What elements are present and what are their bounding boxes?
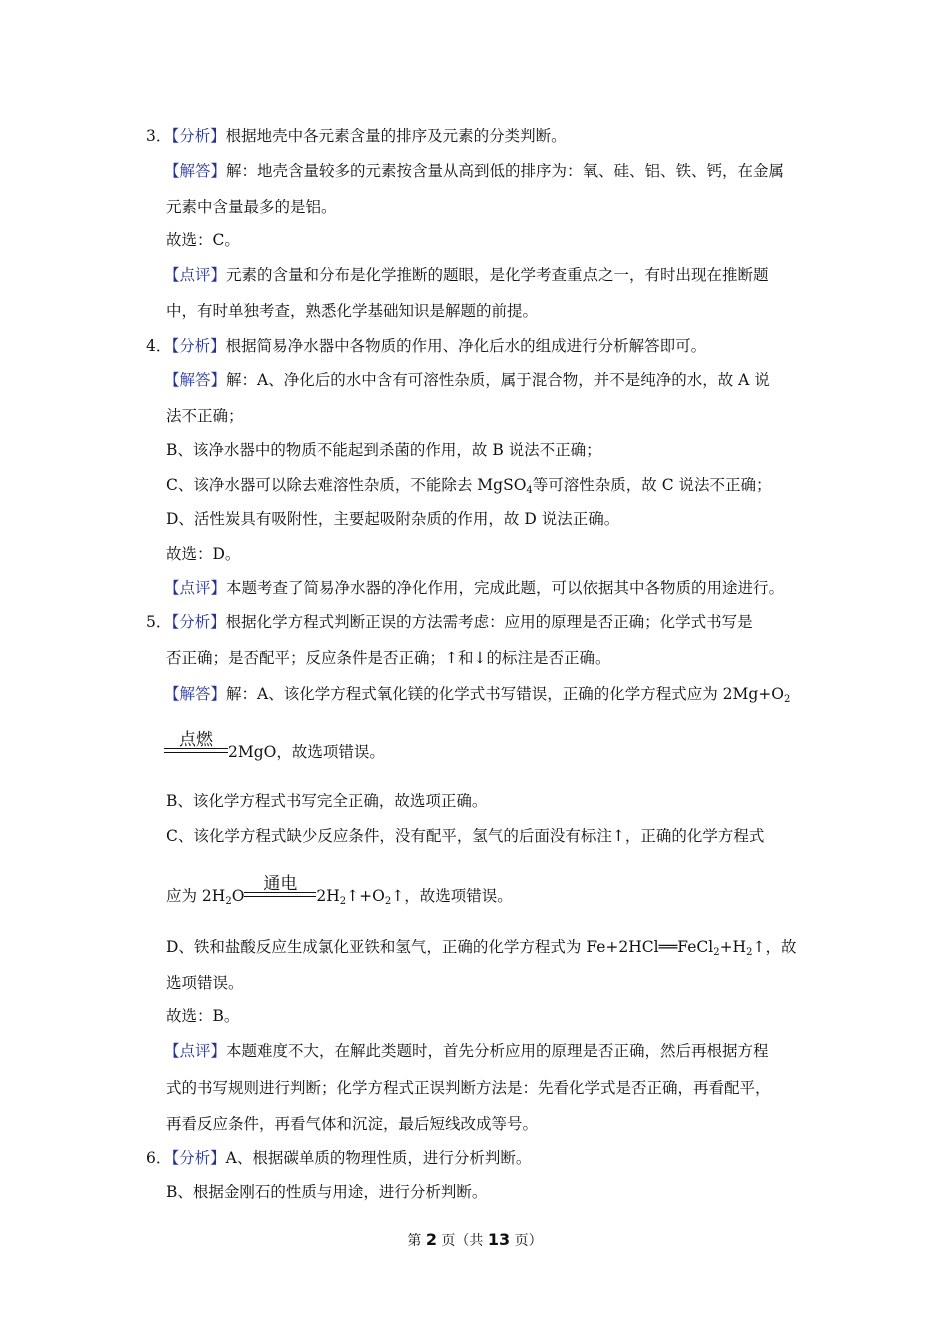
comment-tag: 【点评】 bbox=[164, 579, 227, 597]
reaction-condition bbox=[244, 874, 316, 906]
q4-answer-line-1 bbox=[164, 370, 770, 390]
formula-part: D、铁和盐酸反应生成氯化亚铁和氢气，正确的化学方程式为 Fe+2HCl══FeCl bbox=[166, 938, 714, 956]
q5-option-c-line-1: C、该化学方程式缺少反应条件，没有配平，氢气的后面没有标注↑，正确的化学方程式 bbox=[166, 827, 765, 845]
q6-option-b: B、根据金刚石的性质与用途，进行分析判断。 bbox=[166, 1183, 488, 1201]
formula-part: 2H bbox=[316, 887, 340, 905]
q5-choice: 故选：B。 bbox=[166, 1007, 240, 1025]
q3-analysis-text: 根据地壳中各元素含量的排序及元素的分类判断。 bbox=[225, 127, 567, 145]
q5-option-d-line-2: 选项错误。 bbox=[166, 974, 244, 992]
subscript: 2 bbox=[384, 896, 392, 907]
q4-option-c-text-2: 等可溶性杂质，故 C 说法不正确； bbox=[532, 476, 772, 494]
q5-equation-a-text: 2MgO，故选项错误。 bbox=[228, 743, 385, 761]
q5-comment-text-1: 本题难度不大，在解此类题时，首先分析应用的原理是否正确，然后再根据方程 bbox=[226, 1042, 769, 1060]
answer-tag: 【解答】 bbox=[164, 371, 227, 389]
q5-comment-line-1 bbox=[164, 1041, 769, 1061]
analysis-tag: 【分析】 bbox=[171, 613, 226, 631]
subscript: 2 bbox=[746, 947, 753, 958]
q4-option-c bbox=[166, 475, 772, 495]
footer-text: 页（共 bbox=[436, 1233, 488, 1249]
formula-part: ↑+O bbox=[346, 887, 385, 905]
analysis-tag: 【分析】 bbox=[171, 1149, 226, 1167]
formula-part: O bbox=[231, 887, 245, 905]
q4-answer-text-1: 解：A、净化后的水中含有可溶性杂质，属于混合物，并不是纯净的水，故 A 说 bbox=[226, 371, 770, 389]
analysis-tag: 【分析】 bbox=[171, 127, 226, 145]
q4-analysis-text: 根据简易净水器中各物质的作用、净化后水的组成进行分析解答即可。 bbox=[225, 337, 707, 355]
subscript: 2 bbox=[339, 896, 347, 907]
q4-comment-text: 本题考查了简易净水器的净化作用，完成此题，可以依据其中各物质的用途进行。 bbox=[226, 579, 785, 597]
page-footer bbox=[0, 1230, 950, 1250]
footer-text: 第 bbox=[407, 1233, 426, 1249]
q3-analysis-line bbox=[146, 126, 567, 146]
subscript: 2 bbox=[784, 694, 791, 705]
q5-option-d-line-1 bbox=[166, 937, 796, 957]
answer-tag: 【解答】 bbox=[164, 685, 227, 703]
comment-tag: 【点评】 bbox=[164, 266, 227, 284]
q3-comment-line-1 bbox=[164, 265, 769, 285]
q5-equation-a bbox=[164, 730, 385, 762]
analysis-tag: 【分析】 bbox=[171, 337, 226, 355]
q5-number: 5． bbox=[146, 613, 172, 631]
q6-analysis-line bbox=[146, 1148, 531, 1168]
q4-analysis-line bbox=[146, 336, 706, 356]
formula-part: ↑，故选项错误。 bbox=[391, 887, 513, 905]
q4-comment-line bbox=[164, 578, 784, 598]
q6-analysis-text: A、根据碳单质的物理性质，进行分析判断。 bbox=[225, 1149, 532, 1167]
q5-analysis-text-1: 根据化学方程式判断正误的方法需考虑：应用的原理是否正确；化学式书写是 bbox=[225, 613, 753, 631]
subscript: 2 bbox=[713, 947, 720, 958]
q3-answer-text-1: 解：地壳含量较多的元素按含量从高到低的排序为：氧、硅、铝、铁、钙，在金属 bbox=[226, 162, 785, 180]
q3-comment-line-2: 中，有时单独考查，熟悉化学基础知识是解题的前提。 bbox=[166, 302, 539, 320]
q5-answer-text-1: 解：A、该化学方程式氧化镁的化学式书写错误，正确的化学方程式应为 2Mg+O bbox=[226, 685, 784, 703]
answer-tag: 【解答】 bbox=[164, 162, 227, 180]
formula-part: 应为 2H bbox=[166, 887, 226, 905]
q4-option-b: B、该净水器中的物质不能起到杀菌的作用，故 B 说法不正确； bbox=[166, 441, 602, 459]
subscript: 4 bbox=[526, 485, 533, 496]
q4-answer-line-2: 法不正确； bbox=[166, 407, 244, 425]
q6-number: 6． bbox=[146, 1149, 172, 1167]
q3-number: 3． bbox=[146, 127, 172, 145]
q4-option-d: D、活性炭具有吸附性，主要起吸附杂质的作用，故 D 说法正确。 bbox=[166, 510, 620, 528]
q3-comment-text-1: 元素的含量和分布是化学推断的题眼，是化学考查重点之一，有时出现在推断题 bbox=[226, 266, 769, 284]
q3-answer-line-1 bbox=[164, 161, 784, 181]
total-pages: 13 bbox=[487, 1230, 511, 1249]
page-number: 2 bbox=[425, 1230, 437, 1249]
condition-label: 点燃 bbox=[179, 730, 213, 750]
q3-choice: 故选：C。 bbox=[166, 231, 240, 249]
q4-choice: 故选：D。 bbox=[166, 545, 241, 563]
q5-comment-line-3: 再看反应条件，再看气体和沉淀，最后短线改成等号。 bbox=[166, 1115, 539, 1133]
q5-comment-line-2: 式的书写规则进行判断；化学方程式正误判断方法是：先看化学式是否正确，再看配平， bbox=[166, 1079, 771, 1097]
footer-text: 页） bbox=[510, 1233, 543, 1249]
q3-answer-line-2: 元素中含量最多的是铝。 bbox=[166, 198, 337, 216]
q5-option-b: B、该化学方程式书写完全正确，故选项正确。 bbox=[166, 792, 488, 810]
q5-answer-line-1 bbox=[164, 684, 790, 704]
formula-part: +H bbox=[719, 938, 747, 956]
q5-equation-c bbox=[166, 874, 513, 907]
comment-tag: 【点评】 bbox=[164, 1042, 227, 1060]
q5-analysis-line-2: 否正确；是否配平；反应条件是否正确；↑和↓的标注是否正确。 bbox=[166, 649, 611, 667]
q4-number: 4． bbox=[146, 337, 172, 355]
subscript: 2 bbox=[225, 896, 232, 907]
formula-part: ↑，故 bbox=[752, 938, 797, 956]
reaction-condition bbox=[164, 730, 228, 762]
condition-label: 通电 bbox=[263, 874, 298, 894]
q5-analysis-line-1 bbox=[146, 612, 753, 632]
q4-option-c-text: C、该净水器可以除去难溶性杂质，不能除去 MgSO bbox=[166, 476, 527, 494]
